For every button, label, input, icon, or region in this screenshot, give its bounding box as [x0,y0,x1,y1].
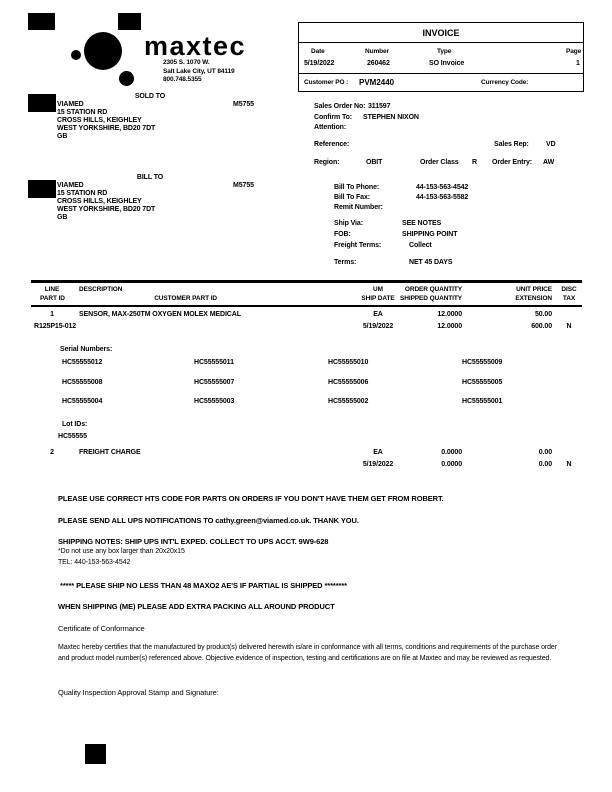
shipping-notes-line3: TEL: 440-153-563-4542 [58,559,131,566]
hts-note: PLEASE USE CORRECT HTS CODE FOR PARTS ON ORDERS IF YOU DON'T HAVE THEM GET FROM ROBERT. [58,494,444,503]
maxtec-logo-icon [84,32,122,70]
remit-number-label: Remit Number: [334,204,383,211]
bill-to-phone-value: 44-153-563-4542 [416,184,469,191]
serial-number: HC55555010 [328,359,369,366]
company-address [163,59,235,85]
freight-terms-label: Freight Terms: [334,242,382,249]
quality-inspection-line: Quality Inspection Approval Stamp and Signature: [58,688,219,697]
customer-po-value: PVM2440 [359,78,395,87]
sold-to-account-code: M5755 [233,101,254,108]
serial-number: HC55555008 [62,378,103,386]
col-header-unit-price: UNIT PRICE [516,286,552,293]
line2-unit-price: 0.00 [538,449,552,456]
region-value: OBIT [366,159,383,166]
customer-po-label: Customer PO : [304,79,349,86]
col-header-part-id: PART ID [40,295,65,302]
maxtec-logo-dot-icon [119,71,134,86]
serial-numbers-label: Serial Numbers: [60,346,113,353]
invoice-date-label: Date [311,48,325,55]
certificate-of-conformance-title: Certificate of Conformance [58,624,145,633]
invoice-info-row [299,43,583,74]
line2-extension: 0.00 [538,461,552,468]
sales-order-label: Sales Order No: [314,103,366,110]
sold-to-city: CROSS HILLS, KEIGHLEY [57,117,142,124]
company-address-line2: Salt Lake City, UT 84119 [163,67,235,75]
line2-tax-flag: N [566,461,572,468]
bill-to-name: VIAMED [57,182,84,189]
ship-via-value: SEE NOTES [402,220,442,227]
bill-to-fax-value: 44-153-563-5582 [416,194,469,201]
serial-number: HC55555007 [194,378,235,386]
region-label: Region: [314,159,340,166]
col-header-order-qty: ORDER QUANTITY [404,286,462,293]
serial-numbers-grid [62,359,542,418]
bill-to-city: CROSS HILLS, KEIGHLEY [57,198,142,205]
brand-name: maxtec [144,31,247,61]
redaction-box-sold-to [28,94,56,112]
redaction-box-top-left [28,13,55,30]
redaction-box-bottom [85,744,106,764]
invoice-title-row [299,23,583,43]
col-header-line: LINE [44,286,60,293]
line1-tax-flag: N [566,323,572,330]
order-class-value: R [472,159,477,166]
line1-number: 1 [50,311,54,318]
bill-to-heading: BILL TO [136,174,164,181]
partial-shipment-note: ***** PLEASE SHIP NO LESS THAN 48 MAXO2 AE'S IF PARTIAL IS SHIPPED ******** [60,581,348,590]
fob-value: SHIPPING POINT [402,231,458,238]
ship-via-label: Ship Via: [334,220,363,227]
serial-number: HC55555011 [194,359,234,366]
sold-to-country: GB [57,133,68,140]
invoice-header-box [298,22,584,92]
sold-to-region: WEST YORKSHIRE, BD20 7DT [57,125,156,132]
currency-code-label: Currency Code: [481,79,529,86]
line1-description: SENSOR, MAX-250TM OXYGEN MOLEX MEDICAL [79,311,241,318]
sold-to-name: VIAMED [57,101,84,108]
line1-unit-price: 50.00 [534,311,552,318]
col-header-ship-date: SHIP DATE [361,295,395,302]
line1-ship-date: 5/19/2022 [362,323,394,330]
table-top-rule [31,280,582,283]
col-header-customer-part-id: CUSTOMER PART ID [154,295,217,302]
bill-to-fax-label: Bill To Fax: [334,194,371,201]
line1-um: EA [373,311,383,318]
col-header-tax: TAX [562,295,576,302]
serial-number: HC55555003 [194,398,235,405]
bill-to-address [57,182,155,222]
maxtec-logo-dot-icon [71,50,81,60]
sold-to-street: 15 STATION RD [57,109,108,116]
invoice-title: INVOICE [422,28,460,38]
serial-number: HC55555006 [328,378,369,386]
col-header-shipped-qty: SHIPPED QUANTITY [400,295,462,302]
line1-part-id: R125P15-012 [34,323,77,330]
redaction-box-bill-to [28,180,56,198]
col-header-description: DESCRIPTION [79,286,123,293]
ups-notifications-note: PLEASE SEND ALL UPS NOTIFICATIONS TO cathy.green@viamed.co.uk. THANK YOU. [58,516,359,525]
col-header-disc: DISC [561,286,577,293]
serial-number: HC55555009 [462,359,503,366]
sales-order-value: 311597 [368,103,391,110]
sales-rep-value: VD [546,141,556,148]
bill-to-country: GB [57,214,68,221]
lot-id-value: HC55555 [58,433,87,440]
order-class-label: Order Class [420,159,459,166]
serial-number: HC55555004 [62,398,103,405]
line1-extension: 600.00 [531,323,552,330]
serial-number: HC55555012 [62,359,103,366]
line1-shipped-qty: 12.0000 [437,323,462,330]
company-address-line1: 2305 S. 1070 W. [163,59,210,66]
serial-number: HC55555001 [462,398,503,405]
terms-label: Terms: [334,259,357,266]
col-header-um: UM [373,286,383,293]
line2-order-qty: 0.0000 [441,449,462,456]
sold-to-address [57,101,155,141]
confirm-to-value: STEPHEN NIXON [363,114,419,121]
invoice-page-value: 1 [576,60,580,67]
invoice-number-value: 260462 [367,60,390,67]
line2-description: FREIGHT CHARGE [79,449,141,456]
line2-shipped-qty: 0.0000 [441,461,462,468]
extra-packing-note: WHEN SHIPPING (ME) PLEASE ADD EXTRA PACKING ALL AROUND PRODUCT [58,602,335,611]
maxtec-logo-dot-icon [121,19,131,29]
table-header-rule [31,305,582,307]
bill-to-region: WEST YORKSHIRE, BD20 7DT [57,206,156,213]
sold-to-heading: SOLD TO [134,93,166,100]
line2-ship-date: 5/19/2022 [362,461,394,468]
serial-number: HC55555002 [328,398,369,405]
order-entry-value: AW [543,159,555,166]
invoice-number-label: Number [365,48,389,55]
lot-ids-label: Lot IDs: [62,421,88,428]
line2-um: EA [373,449,383,456]
shipping-notes-line1: SHIPPING NOTES: SHIP UPS INT'L EXPED. COLLECT TO UPS ACCT. 9W9-628 [58,537,329,546]
reference-label: Reference: [314,141,350,148]
line2-number: 2 [50,449,54,456]
col-header-extension: EXTENSION [515,295,552,302]
serial-number: HC55555005 [462,378,503,386]
fob-label: FOB: [334,231,351,238]
sales-rep-label: Sales Rep: [494,141,529,148]
confirm-to-label: Confirm To: [314,114,353,121]
bill-to-street: 15 STATION RD [57,190,108,197]
line1-order-qty: 12.0000 [437,311,462,318]
terms-value: NET 45 DAYS [409,259,453,266]
invoice-po-row [299,74,583,91]
order-entry-label: Order Entry: [492,159,533,166]
invoice-type-value: SO Invoice [429,60,465,67]
bill-to-account-code: M5755 [233,182,254,189]
company-phone: 800.748.5355 [163,76,202,83]
invoice-type-label: Type [437,48,452,55]
attention-label: Attention: [314,124,347,131]
shipping-notes-line2: *Do not use any box larger than 20x20x15 [58,548,185,555]
certificate-of-conformance-body: Maxtec hereby certifies that the manufactured by product(s) delivered herewith is/are in conformance with all terms, conditions and requirements of the purchase order and product model number(s) referenced above. Objective evidence of inspection, testing and certifications are on file at Maxtec and may be reviewed as requested. [58,644,557,662]
invoice-date-value: 5/19/2022 [304,60,335,67]
bill-to-phone-label: Bill To Phone: [334,184,380,191]
freight-terms-value: Collect [409,242,432,249]
invoice-page-label: Page [566,48,582,55]
